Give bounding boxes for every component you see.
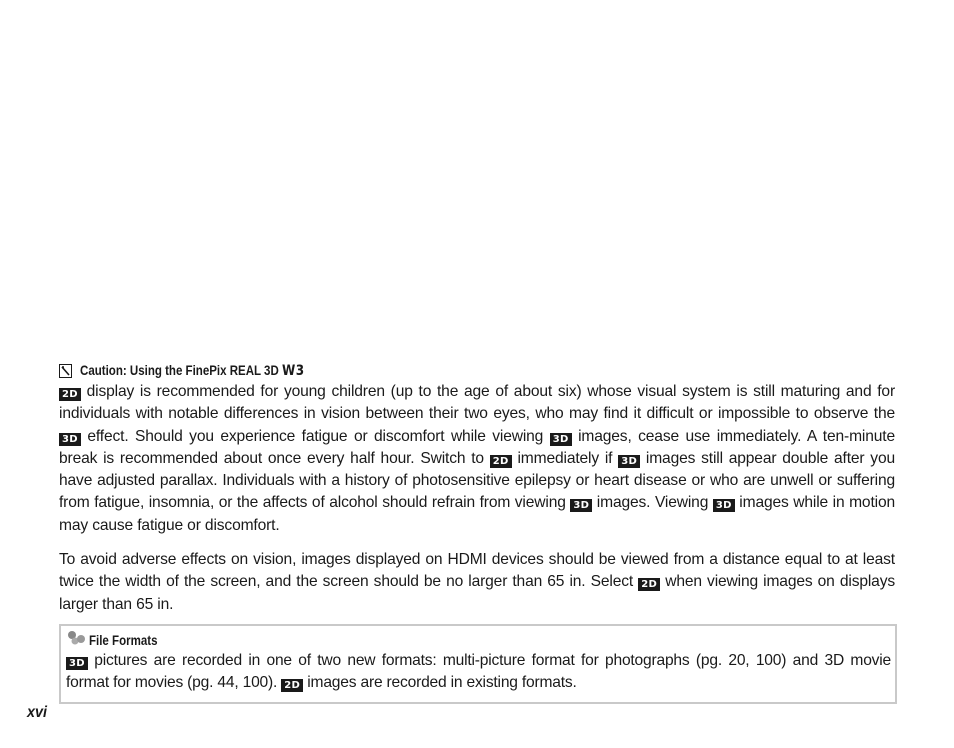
file-formats-title: File Formats [89,632,158,648]
caution-title: Caution: Using the FinePix REAL 3D W3 [80,363,305,379]
badge-3d-icon: 3D [66,657,88,670]
badge-3d-icon: 3D [713,499,735,512]
badge-2d-icon: 2D [281,679,303,692]
note-icon [66,630,86,651]
file-formats-box [59,624,897,704]
caution-icon [59,364,72,378]
caution-paragraph-2: To avoid adverse effects on vision, images displayed on HDMI devices should be viewed from a distance equal to at least twice the width of the screen, and the screen should be no larger than 65 in. Select 2D when viewing images on displays larger than 65 in. [59,551,895,613]
badge-2d-icon: 2D [638,578,660,591]
badge-2d-icon: 2D [490,455,512,468]
caution-section [59,361,895,616]
caution-paragraph-1: 2D display is recommended for young children (up to the age of about six) whose visual system is still maturing and for individuals with notable differences in vision between their two eyes, who may find it difficult or impossible to observe the 3D effect. Should you experience fatigue or discomfort while viewing 3D images, cease use immediately. A ten-minute break is recommended about once every half hour. Switch to 2D immediately if 3D images still appear double after you have adjusted parallax. Individuals with a history of photosensitive epilepsy or heart disease or who are unwell or suffering from fatigue, insomnia, or the affects of alcohol should refrain from viewing 3D images. Viewing 3D images while in motion may cause fatigue or discomfort. [59,383,895,534]
model-name: W3 [281,363,305,379]
file-formats-heading [66,630,891,650]
badge-3d-icon: 3D [570,499,592,512]
badge-3d-icon: 3D [59,433,81,446]
file-formats-text: 3D pictures are recorded in one of two new formats: multi-picture format for photographs (pg. 20, 100) and 3D movie format for movies (pg. 44, 100). 2D images are recorded in existing formats. [66,652,891,691]
badge-3d-icon: 3D [550,433,572,446]
page-number: xvi [27,704,48,721]
badge-2d-icon: 2D [59,388,81,401]
badge-3d-icon: 3D [618,455,640,468]
caution-heading [59,361,895,381]
